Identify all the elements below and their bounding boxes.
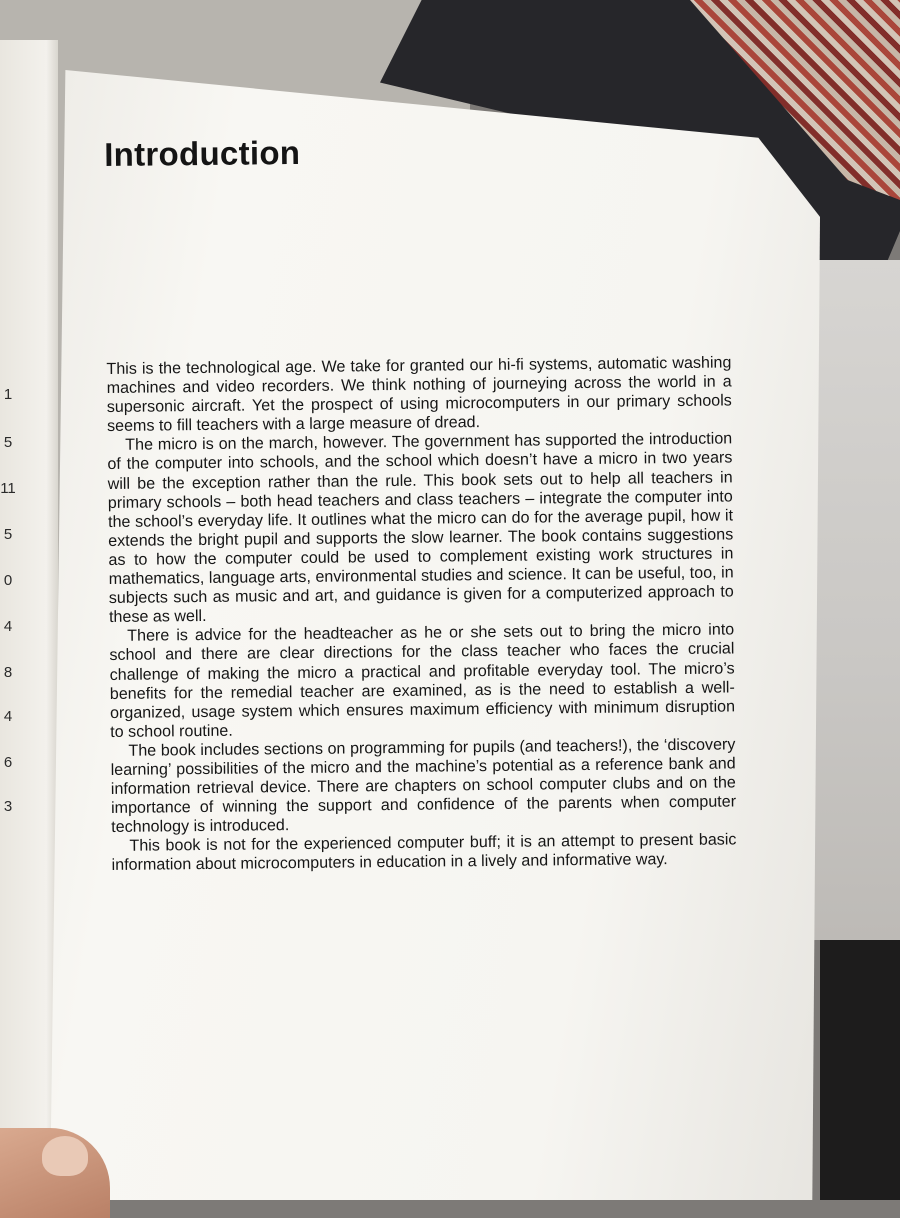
page-title: Introduction <box>104 133 301 173</box>
facing-page-number: 1 <box>3 386 13 403</box>
paragraph: This book is not for the experienced computer buff; it is an attempt to present basic information about microcomputers in education in a lively and informative way. <box>111 830 737 875</box>
facing-page-number: 8 <box>3 664 13 681</box>
paragraph: The book includes sections on programming for pupils (and teachers!), the ‘discovery learning’ possibilities of the micro and the machine’s potential as a reference bank and information retrieval device. There are chapters on school computer clubs and on the importance of winning the support and confidence of the parents when computer technology is introduced. <box>110 735 737 837</box>
paragraph: There is advice for the headteacher as he or she sets out to bring the micro into school and there are clear directions for the class teacher who faces the crucial challenge of making the micro a practical and profitable everyday tool. The micro’s benefits for the remedial teacher are examined, as is the need to establish a well-organized, usage system which ensures maximum efficiency with minimum disruption to school routine. <box>109 620 736 741</box>
facing-page-number: 5 <box>3 526 13 543</box>
facing-page-number: 3 <box>3 798 13 815</box>
paragraph: The micro is on the march, however. The government has supported the introduction of the computer into schools, and the school which doesn’t have a micro in two years will be the exception rather than the rule. This book sets out to help all teachers in primary schools – both head teachers and class teachers – integrate the computer into the school’s everyday life. It outlines what the micro can do for the average pupil, how it extends the bright pupil and supports the slow learner. The book contains suggestions as to how the computer could be used to complement existing work structures in mathematics, language arts, environmental studies and science. It can be useful, too, in subjects such as music and art, and guidance is given for a computerized approach to these as well. <box>107 429 734 627</box>
facing-page-number: 0 <box>3 572 13 589</box>
facing-page-number: 4 <box>3 618 13 635</box>
facing-page-number: 11 <box>0 480 16 497</box>
facing-page-number: 4 <box>3 708 13 725</box>
background-floor <box>820 940 900 1200</box>
thumbnail-nail <box>42 1136 88 1176</box>
body-text <box>106 353 736 875</box>
facing-page-number: 6 <box>3 754 13 771</box>
facing-page-number: 5 <box>3 434 13 451</box>
page-content <box>104 129 737 875</box>
paragraph: This is the technological age. We take for granted our hi-fi systems, automatic washing machines and video recorders. We think nothing of journeying across the world in a supersonic aircraft. Yet the prospect of using microcomputers in our primary schools seems to fill teachers with a large measure of dread. <box>106 353 732 436</box>
facing-page <box>0 40 58 1200</box>
